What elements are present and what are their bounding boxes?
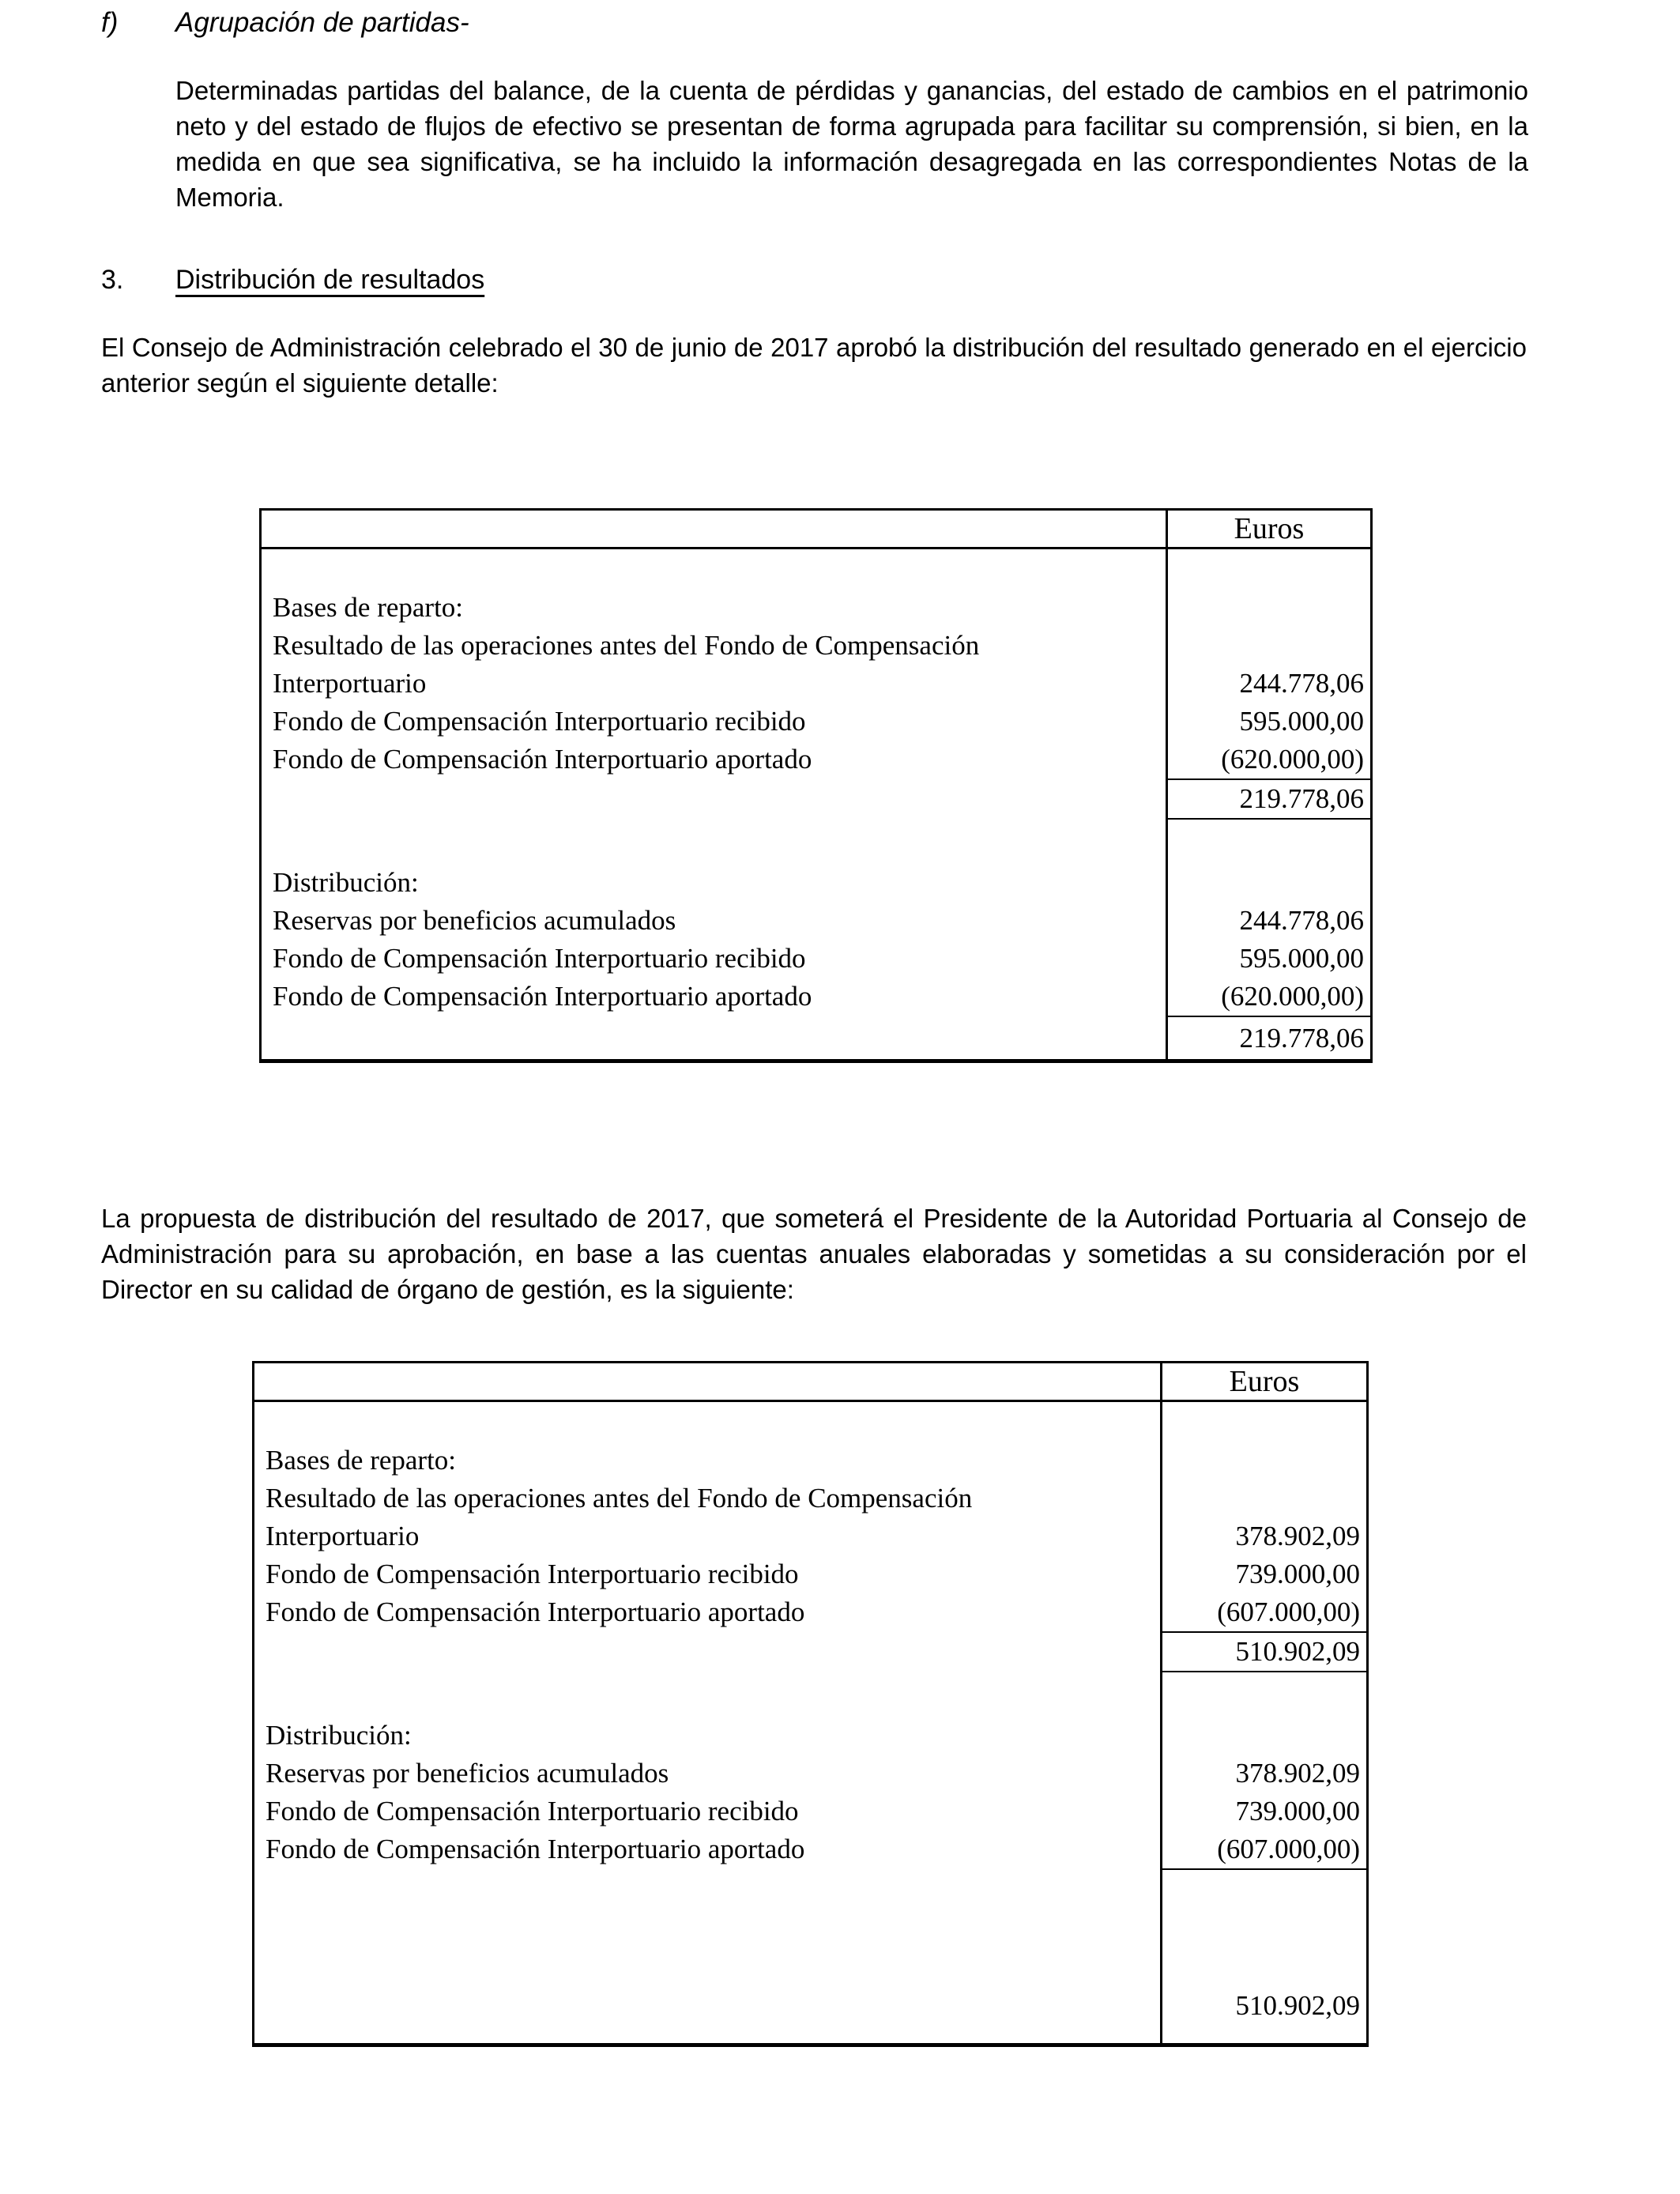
table-row	[262, 902, 1370, 940]
section-f-label: f)	[101, 7, 119, 38]
distribution-table-prior-year	[259, 508, 1373, 1063]
spacer-row	[254, 1402, 1366, 1442]
spacer-row	[254, 1672, 1366, 1717]
section-f-heading	[101, 5, 469, 40]
table-row	[262, 665, 1370, 703]
row-value: (607.000,00)	[1160, 1830, 1366, 1868]
paragraph-consejo: El Consejo de Administración celebrado el 30 de junio de 2017 aprobó la distribución del resultado generado en el ejercicio anterior según el siguiente detalle:	[101, 333, 1527, 398]
table-row	[262, 978, 1370, 1016]
section-3-title: Distribución de resultados	[175, 265, 485, 295]
header-empty-cell	[262, 511, 1166, 547]
table-row	[254, 1593, 1366, 1631]
row-value: 244.778,06	[1166, 665, 1370, 703]
table-row	[254, 1517, 1366, 1555]
table-row	[254, 1793, 1366, 1830]
spacer-row	[262, 820, 1370, 864]
row-label: Distribución:	[273, 867, 419, 898]
total-row	[254, 1968, 1366, 2043]
currency-header: Euros	[1160, 1363, 1366, 1400]
subtotal-value: 510.902,09	[1160, 1631, 1366, 1672]
table-row	[254, 1555, 1366, 1593]
row-label: Fondo de Compensación Interportuario recibido	[266, 1796, 799, 1826]
row-label: Fondo de Compensación Interportuario recibido	[273, 943, 806, 974]
gap-row	[254, 1868, 1366, 1968]
row-label: Bases de reparto:	[266, 1445, 457, 1476]
row-label: Reservas por beneficios acumulados	[273, 905, 676, 936]
section-3-heading	[101, 262, 484, 298]
row-label: Fondo de Compensación Interportuario recibido	[266, 1559, 799, 1589]
row-value: 244.778,06	[1166, 902, 1370, 940]
row-label: Interportuario	[273, 668, 427, 699]
table-row	[262, 703, 1370, 741]
row-label: Reservas por beneficios acumulados	[266, 1758, 669, 1789]
bases-heading-row	[254, 1442, 1366, 1480]
row-label: Fondo de Compensación Interportuario aportado	[273, 981, 812, 1012]
row-value: 378.902,09	[1160, 1755, 1366, 1793]
table-header-row	[262, 511, 1370, 549]
row-label: Resultado de las operaciones antes del Fondo de Compensación	[273, 630, 980, 661]
row-label: Fondo de Compensación Interportuario aportado	[273, 744, 812, 775]
total-value: 219.778,06	[1166, 1016, 1370, 1059]
total-value: 510.902,09	[1160, 1968, 1366, 2043]
table-header-row	[254, 1363, 1366, 1402]
distribution-table-2017	[252, 1361, 1369, 2047]
row-label: Fondo de Compensación Interportuario aportado	[266, 1834, 805, 1864]
total-row	[262, 1016, 1370, 1059]
paragraph-propuesta: La propuesta de distribución del resultado de 2017, que someterá el Presidente de la Autoridad Portuaria al Consejo de Administración para su aprobación, en base a las cuentas anuales elaboradas y sometidas a su consideración por el Director en su calidad de órgano de gestión, es la siguiente:	[101, 1204, 1527, 1304]
section-f-title: Agrupación de partidas-	[175, 7, 469, 38]
row-label: Fondo de Compensación Interportuario recibido	[273, 706, 806, 737]
subtotal-value: 219.778,06	[1166, 778, 1370, 820]
row-label: Fondo de Compensación Interportuario aportado	[266, 1596, 805, 1627]
table-row	[262, 627, 1370, 665]
row-value: (607.000,00)	[1160, 1593, 1366, 1631]
row-value: 595.000,00	[1166, 703, 1370, 741]
subtotal-row	[262, 778, 1370, 820]
distribucion-heading-row	[262, 864, 1370, 902]
table-row	[262, 940, 1370, 978]
table-row	[254, 1755, 1366, 1793]
header-empty-cell	[254, 1363, 1160, 1400]
currency-header: Euros	[1166, 511, 1370, 547]
row-value: 739.000,00	[1160, 1555, 1366, 1593]
table-row	[254, 1480, 1366, 1517]
subtotal-row	[254, 1631, 1366, 1672]
section-3-number: 3.	[101, 265, 124, 295]
bases-heading-row	[262, 589, 1370, 627]
paragraph-agrupacion: Determinadas partidas del balance, de la cuenta de pérdidas y ganancias, del estado de cambios en el patrimonio neto y del estado de flujos de efectivo se presentan de forma agrupada para facilitar su comprensión, si bien, en la medida en que sea significativa, se ha incluido la información desagregada en las correspondientes Notas de la Memoria.	[175, 76, 1528, 212]
table-row	[254, 1830, 1366, 1868]
row-value: (620.000,00)	[1166, 741, 1370, 778]
row-value: 595.000,00	[1166, 940, 1370, 978]
row-label: Distribución:	[266, 1720, 412, 1751]
distribucion-heading-row	[254, 1717, 1366, 1755]
row-label: Resultado de las operaciones antes del Fondo de Compensación	[266, 1483, 973, 1514]
row-label: Bases de reparto:	[273, 592, 464, 623]
table-row	[262, 741, 1370, 778]
row-value: 739.000,00	[1160, 1793, 1366, 1830]
row-label: Interportuario	[266, 1521, 420, 1551]
row-value: (620.000,00)	[1166, 978, 1370, 1016]
spacer-row	[262, 549, 1370, 589]
row-value: 378.902,09	[1160, 1517, 1366, 1555]
